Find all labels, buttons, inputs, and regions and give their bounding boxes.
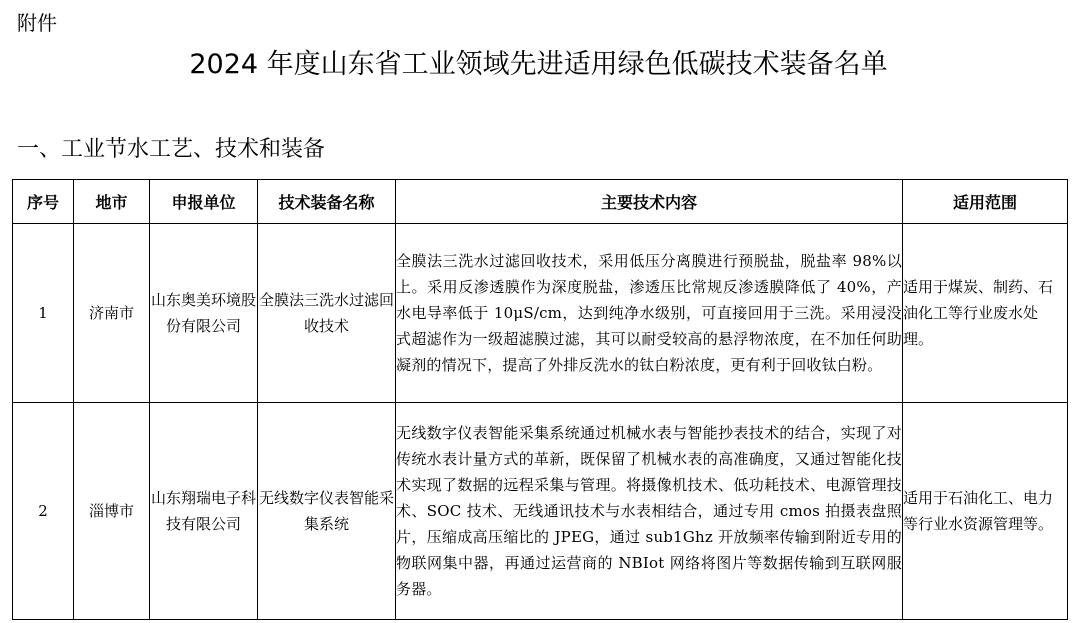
row-serial-number: 1 [13,224,74,403]
row-city: 淄博市 [74,403,150,620]
table-header-row [13,180,1068,224]
header-main-technical-content: 主要技术内容 [396,180,903,224]
document-title: 2024 年度山东省工业领域先进适用绿色低碳技术装备名单 [189,49,888,80]
row-city: 济南市 [74,224,150,403]
header-serial-number: 序号 [13,180,74,224]
attachment-label: 附件 [17,11,57,35]
section-heading: 一、工业节水工艺、技术和装备 [17,137,326,162]
row-equipment-name: 全膜法三洗水过滤回收技术 [258,224,396,403]
row-application-scope: 适用于煤炭、制药、石油化工等行业废水处理。 [903,224,1068,403]
table-row [13,224,1068,403]
header-applicant-unit: 申报单位 [150,180,258,224]
equipment-table [12,179,1068,620]
row-applicant-unit: 山东翔瑞电子科技有限公司 [150,403,258,620]
row-applicant-unit: 山东奥美环境股份有限公司 [150,224,258,403]
row-technical-content: 全膜法三洗水过滤回收技术，采用低压分离膜进行预脱盐，脱盐率 98%以上。采用反渗透膜作为深度脱盐，渗透压比常规反渗透膜降低了 40%，产水电导率低于 10μS/cm，达到纯净水级别，可直接回用于三洗。采用浸没式超滤作为一级超滤膜过滤，其可以耐受较高的悬浮物浓度，在不加任何助凝剂的情况下，提高了外排反洗水的钛白粉浓度，更有利于回收钛白粉。 [396,224,903,403]
table-row [13,403,1068,620]
header-city: 地市 [74,180,150,224]
header-equipment-name: 技术装备名称 [258,180,396,224]
row-application-scope: 适用于石油化工、电力等行业水资源管理等。 [903,403,1068,620]
row-serial-number: 2 [13,403,74,620]
row-equipment-name: 无线数字仪表智能采集系统 [258,403,396,620]
header-application-scope: 适用范围 [903,180,1068,224]
row-technical-content: 无线数字仪表智能采集系统通过机械水表与智能抄表技术的结合，实现了对传统水表计量方式的革新，既保留了机械水表的高准确度，又通过智能化技术实现了数据的远程采集与管理。将摄像机技术、低功耗技术、电源管理技术、SOC 技术、无线通讯技术与水表相结合，通过专用 cmos 拍摄表盘照片，压缩成高压缩比的 JPEG，通过 sub1Ghz 开放频率传输到附近专用的物联网集中器，再通过运营商的 NBIot 网络将图片等数据传输到互联网服务器。 [396,403,903,620]
